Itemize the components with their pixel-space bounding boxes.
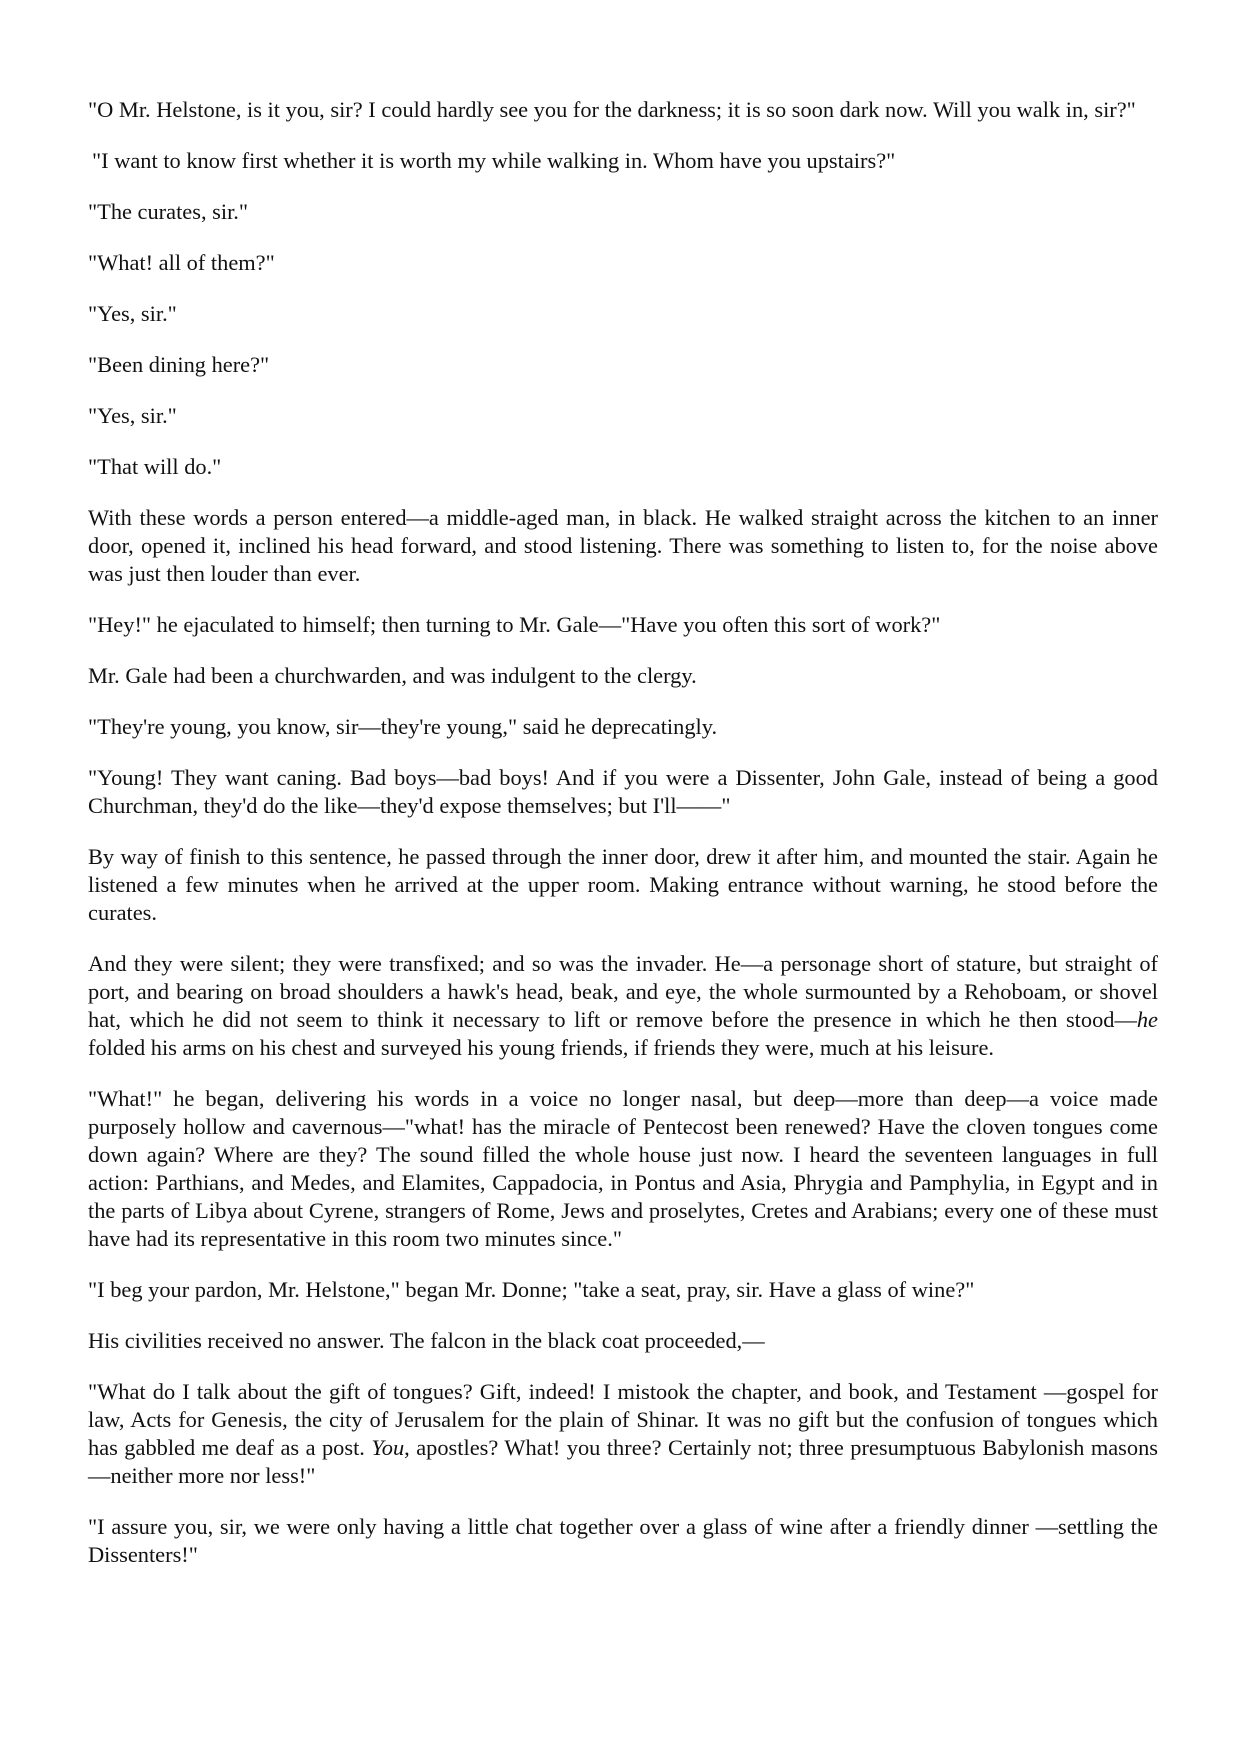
paragraph [88, 453, 1158, 481]
paragraph-text: "Been dining here?" [88, 352, 270, 377]
paragraph [88, 1327, 1158, 1355]
paragraph [88, 96, 1158, 124]
paragraph [88, 611, 1158, 639]
paragraph [88, 351, 1158, 379]
paragraph [88, 300, 1158, 328]
paragraph-text: "That will do." [88, 454, 222, 479]
paragraph-text: "I beg your pardon, Mr. Helstone," began Mr. Donne; "take a seat, pray, sir. Have a glass of wine?" [88, 1277, 975, 1302]
paragraph [88, 147, 1158, 175]
paragraph [88, 198, 1158, 226]
paragraph-text: "What!" he began, delivering his words in a voice no longer nasal, but deep—more than deep—a voice made purposely hollow and cavernous—"what! has the miracle of Pentecost been renewed? Have the cloven tongues come down again? Where are they? The sound filled the whole house just now. I heard the seventeen languages in full action: Parthians, and Medes, and Elamites, Cappadocia, in Pontus and Asia, Phrygia and Pamphylia, in Egypt and in the parts of Libya about Cyrene, strangers of Rome, Jews and proselytes, Cretes and Arabians; every one of these must have had its representative in this room two minutes since." [88, 1086, 1158, 1251]
paragraph-text: "They're young, you know, sir—they're young," said he deprecatingly. [88, 714, 718, 739]
paragraph-text: , apostles? What! you three? Certainly not; three presumptuous Babylonish masons—neither more nor less!" [88, 1435, 1158, 1488]
paragraph-text: Mr. Gale had been a churchwarden, and was indulgent to the clergy. [88, 663, 697, 688]
paragraph-text: And they were silent; they were transfixed; and so was the invader. He—a personage short of stature, but straight of port, and bearing on broad shoulders a hawk's head, beak, and eye, the whole surmounted by a Rehoboam, or shovel hat, which he did not seem to think it necessary to lift or remove before the presence in which he then stood— [88, 951, 1158, 1032]
paragraph-text: "Yes, sir." [88, 403, 177, 428]
paragraph-text: "Yes, sir." [88, 301, 177, 326]
italic-emphasis: he [1136, 1007, 1158, 1032]
paragraph-text: With these words a person entered—a middle-aged man, in black. He walked straight across the kitchen to an inner door, opened it, inclined his head forward, and stood listening. There was something to listen to, for the noise above was just then louder than ever. [88, 505, 1158, 586]
paragraph-text: "Hey!" he ejaculated to himself; then turning to Mr. Gale—"Have you often this sort of work?" [88, 612, 941, 637]
paragraph [88, 1513, 1158, 1569]
paragraph-text: folded his arms on his chest and surveyed his young friends, if friends they were, much at his leisure. [88, 1035, 994, 1060]
paragraph [88, 662, 1158, 690]
document-page [88, 96, 1158, 1592]
paragraph [88, 843, 1158, 927]
paragraph-text: "What! all of them?" [88, 250, 275, 275]
paragraph-text: "I want to know first whether it is worth my while walking in. Whom have you upstairs?" [92, 148, 896, 173]
paragraph [88, 1378, 1158, 1490]
paragraph [88, 402, 1158, 430]
paragraph [88, 1085, 1158, 1253]
paragraph [88, 713, 1158, 741]
paragraph-text: "I assure you, sir, we were only having a little chat together over a glass of wine after a friendly dinner —settling the Dissenters!" [88, 1514, 1158, 1567]
paragraph [88, 950, 1158, 1062]
paragraph-text: "Young! They want caning. Bad boys—bad boys! And if you were a Dissenter, John Gale, instead of being a good Churchman, they'd do the like—they'd expose themselves; but I'll——" [88, 765, 1158, 818]
paragraph [88, 249, 1158, 277]
paragraph-text: "The curates, sir." [88, 199, 249, 224]
paragraph-text: His civilities received no answer. The falcon in the black coat proceeded,— [88, 1328, 765, 1353]
paragraph-text: "What do I talk about the gift of tongues? Gift, indeed! I mistook the chapter, and book, and Testament —gospel for law, Acts for Genesis, the city of Jerusalem for the plain of Shinar. It was no gift but the confusion of tongues which has gabbled me deaf as a post. [88, 1379, 1158, 1460]
italic-emphasis: You [371, 1435, 405, 1460]
paragraph-text: "O Mr. Helstone, is it you, sir? I could hardly see you for the darkness; it is so soon dark now. Will you walk in, sir?" [88, 97, 1136, 122]
paragraph-text: By way of finish to this sentence, he passed through the inner door, drew it after him, and mounted the stair. Again he listened a few minutes when he arrived at the upper room. Making entrance without warning, he stood before the curates. [88, 844, 1158, 925]
paragraph [88, 764, 1158, 820]
paragraph [88, 1276, 1158, 1304]
paragraph [88, 504, 1158, 588]
